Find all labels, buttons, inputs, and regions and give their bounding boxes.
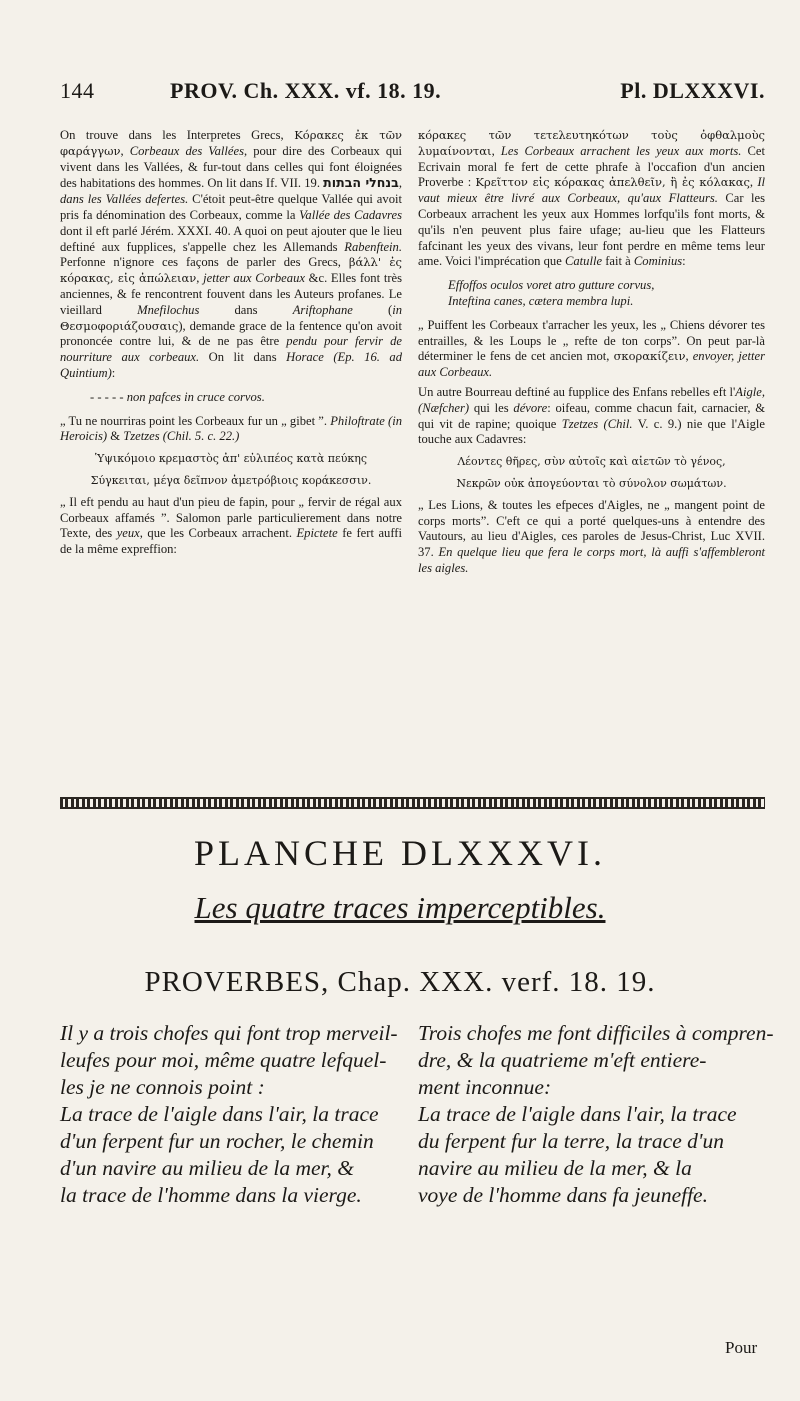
verse-line: dre, & la quatrieme m'eft entiere- [418,1048,707,1072]
verse-line: les je ne connois point : [60,1075,265,1099]
verse-line: voye de l'homme dans fa jeuneffe. [418,1183,708,1207]
left-paragraph-3: „ Il eft pendu au haut d'un pieu de fapin, pour „ fervir de régal aux Corbeaux affamés ”. Salomon parle particulierement dans notre Texte, des yeux, que les Corbeaux arrachent. Epictete fe fert auffi de la même expreffion: [60,494,402,557]
right-paragraph-1: κόρακες τῶν τετελευτηκότων τοὺς ὀφθαλμοὺς λυμαίνονται, Les Corbeaux arrachent les yeux aux morts. Cet Ecrivain moral fe fert de cette phrafe à l'occafion d'un ancien Proverbe : Κρεῖττον εἰς κόρακας ἀπελθεῖν, ἢ ἐς κόλακας, Il vaut mieux être livré aux Corbeaux, qu'aux Flatteurs. Car les Corbeaux arrachent les yeux aux Hommes lorfqu'ils font morts, & qu'ils n'en peuvent plus faire ufage; au-lieu que les Flatteurs fafcinant les yeux des vivans, leur font perdre en même tems leur ame. Voici l'imprécation que Catulle fait à Cominius: [418,128,766,269]
proverbs-reference: PROVERBES, Chap. XXX. verf. 18. 19. [144,966,656,998]
greek-verse-2: Σύγκειται, μέγα δεῖπνον ἀμετρόβιοις κοράκεσσιν. [90,473,372,487]
right-paragraph-2: „ Puiffent les Corbeaux t'arracher les yeux, les „ Chiens dévorer tes entrailles, & les Loups le „ refte de ton corps”. On peut par-là déterminer le fens de cet ancien mot, σκορακίζειν, envoyer, jetter aux Corbeaux. [418,317,765,380]
catchword: Pour [725,1338,758,1357]
greek-verse-4: Νεκρῶν οὐκ ἀπογεύονται τὸ σύνολον σωμάτων. [456,476,727,490]
left-text-column [60,128,402,562]
left-paragraph-1: On trouve dans les Interpretes Grecs, Κόρακες ἐκ τῶν φαράγγων, Corbeaux des Vallées, pour dire des Corbeaux qui vivent dans les Vallées, & fur-tout dans celles qui font éloignées des habitations des hommes. On lit dans If. VII. 19. בנחלי הבתות, dans les Vallées defertes. C'étoit peut-être quelque Vallée qui avoit pris fa dénomination des Corbeaux, comme la Vallée des Cadavres dont il eft parlé Jérém. XXXI. 40. A quoi on peut ajouter que le lieu deftiné aux fupplices, s'appelle chez les Allemands Rabenftein. Perfonne n'ignore ces façons de parler des Grecs, βάλλ' ἐς κόρακας, εἰς ἀπώλειαν, jetter aux Corbeaux &c. Elles font très anciennes, & fe rencontrent fouvent dans les Auteurs profanes. Le vieillard Mnefilochus dans Ariftophane (in Θεσμοφοριάζουσαις), demande grace de la fentence qu'on avoit prononcée contre lui, & de ne pas être pendu pour fervir de nourriture aux corbeaux. On lit dans Horace (Ep. 16. ad Quintium): [60,128,403,380]
verse-right-column [418,1020,778,1209]
verse-line: Trois chofes me font difficiles à compren- [418,1021,774,1045]
right-paragraph-4: „ Les Lions, & toutes les efpeces d'Aigles, ne „ mangent point de corps morts”. C'eft ce qui a porté quelques-uns à entendre des Vautours, au lieu d'Aigles, ces paroles de Jesus-Christ, Luc XVII. 37. En quelque lieu que fera le corps mort, là auffi s'affembleront les aigles. [418,497,765,575]
plate-number: Pl. DLXXXVI. [620,78,765,103]
page-number: 144 [60,78,95,103]
verse-line: du ferpent fur la terre, la trace d'un [418,1129,724,1153]
running-head [60,78,765,116]
greek-verse-3: Λέοντες θῆρες, σὺν αὐτοῖς καὶ αἰετῶν τὸ γένος, [457,455,726,469]
latin-quote-catullus-2: Inteftina canes, cætera membra lupi. [448,293,634,308]
plate-subtitle: Les quatre traces imperceptibles. [194,890,606,925]
latin-quote-catullus-1: Effoffos oculos voret atro gutture corvus, [448,278,655,293]
right-paragraph-3: Un autre Bourreau deftiné au fupplice des Enfans rebelles eft l'Aigle, (Næfcher) qui les dévore: oifeau, comme chacun fait, carnacier, & qui vit de rapine; quoique Tzetzes (Chil. V. c. 9.) nie que l'Aigle touche aux Cadavres: [418,384,766,447]
left-paragraph-2: „ Tu ne nourriras point les Corbeaux fur un „ gibet ”. Philoftrate (in Heroicis) & Tzetzes (Chil. 5. c. 22.) [60,413,402,444]
ornamental-divider [60,797,765,809]
verse-line: leufes pour moi, même quatre lefquel- [60,1048,387,1072]
verse-line: d'un ferpent fur un rocher, le chemin [60,1129,374,1153]
verse-line: d'un navire au milieu de la mer, & [60,1156,355,1180]
verse-line: navire au milieu de la mer, & la [418,1156,692,1180]
latin-quote-horace: - - - - - non pafces in cruce corvos. [90,389,265,404]
chapter-reference: PROV. Ch. XXX. vf. 18. 19. [170,78,442,103]
hebrew-text: בנחלי הבתות [323,175,399,191]
right-text-column [418,128,765,581]
plate-title: PLANCHE DLXXXVI. [194,833,606,873]
verse-line: la trace de l'homme dans la vierge. [60,1183,362,1207]
verse-line: Il y a trois chofes qui font trop merveil- [60,1021,398,1045]
verse-line: ment inconnue: [418,1075,552,1099]
verse-left-column [60,1020,410,1209]
verse-line: La trace de l'aigle dans l'air, la trace [418,1102,737,1126]
verse-line: La trace de l'aigle dans l'air, la trace [60,1102,379,1126]
greek-verse-1: Ὑψικόμοιο κρεμαστὸς ἀπ' εὐλιπέος κατὰ πεύκης [94,452,368,466]
